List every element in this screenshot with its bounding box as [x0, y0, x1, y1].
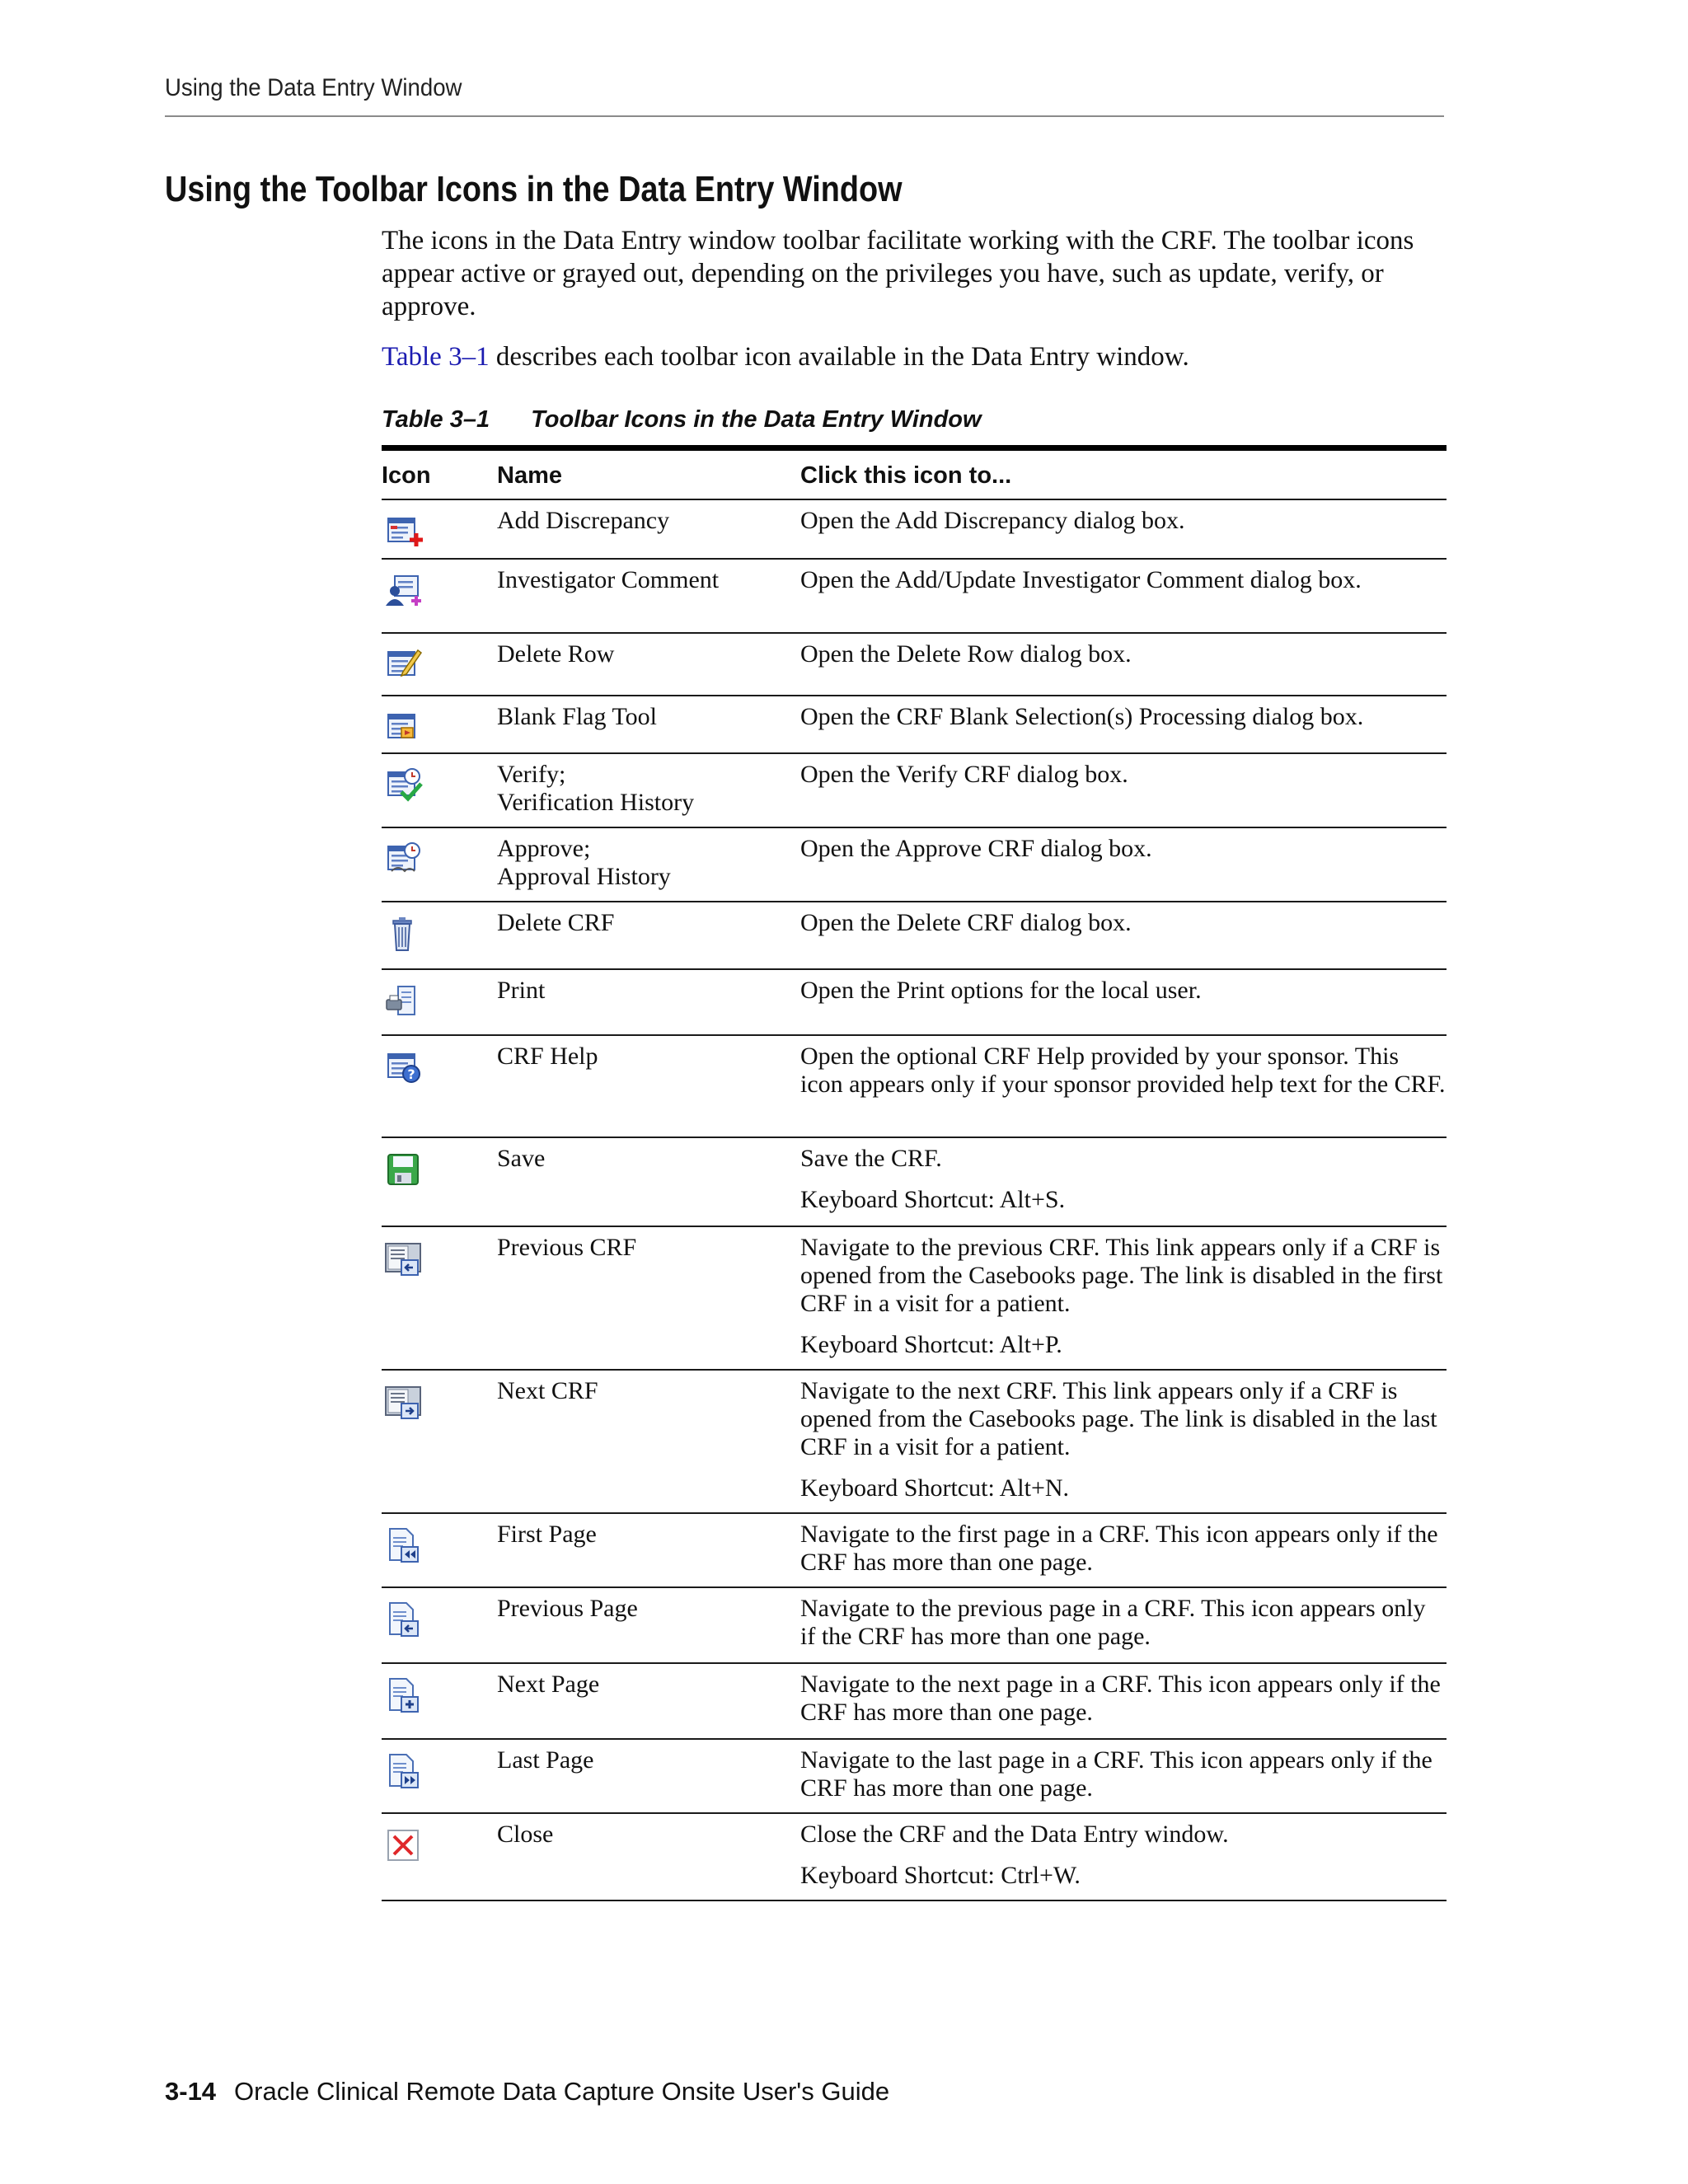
approve-icon — [383, 840, 423, 879]
row-description — [800, 1671, 1447, 1727]
table-row — [382, 827, 1447, 901]
row-description — [800, 1746, 1447, 1802]
header-action: Click this icon to... — [800, 462, 1012, 489]
table-row — [382, 499, 1447, 558]
row-name: Save — [497, 1145, 546, 1172]
row-name: Last Page — [497, 1746, 594, 1774]
table-caption-title: Toolbar Icons in the Data Entry Window — [531, 406, 982, 433]
close-icon — [383, 1825, 423, 1865]
row-name: Next Page — [497, 1671, 600, 1698]
next-page-icon — [383, 1675, 423, 1715]
first-page-icon — [383, 1526, 423, 1565]
toolbar-icons-table — [382, 445, 1447, 1901]
row-description — [800, 1377, 1447, 1502]
last-page-icon — [383, 1751, 423, 1791]
row-description — [800, 507, 1447, 535]
row-description-text: Open the CRF Blank Selection(s) Processing dialog box. — [800, 703, 1364, 730]
table-row — [382, 695, 1447, 752]
row-description-text: Open the Add Discrepancy dialog box. — [800, 507, 1185, 534]
keyboard-shortcut: Keyboard Shortcut: Ctrl+W. — [800, 1862, 1081, 1889]
row-description — [800, 566, 1447, 594]
row-description-text: Navigate to the previous page in a CRF. This icon appears only if the CRF has more than one page. — [800, 1595, 1426, 1650]
previous-crf-icon — [383, 1239, 423, 1278]
row-name: Blank Flag Tool — [497, 703, 658, 730]
row-description — [800, 1234, 1447, 1359]
row-description-text: Open the Verify CRF dialog box. — [800, 761, 1128, 788]
table-reference-text: describes each toolbar icon available in the Data Entry window. — [489, 342, 1189, 372]
svg-text:?: ? — [407, 1066, 415, 1082]
table-row — [382, 1034, 1447, 1137]
row-name: Delete Row — [497, 640, 615, 668]
intro-paragraph: The icons in the Data Entry window toolbar facilitate working with the CRF. The toolbar icons appear active or grayed out, depending on the privileges you have, such as update, verify, or approve. — [382, 226, 1414, 321]
table-row — [382, 968, 1447, 1034]
table-row — [382, 901, 1447, 968]
keyboard-shortcut: Keyboard Shortcut: Alt+P. — [800, 1331, 1062, 1358]
row-name: Print — [497, 977, 546, 1004]
row-description — [800, 1595, 1447, 1651]
table-reference-link[interactable]: Table 3–1 — [382, 342, 490, 372]
table-caption — [382, 406, 982, 434]
row-description-text: Open the Delete Row dialog box. — [800, 640, 1132, 668]
table-row — [382, 752, 1447, 827]
row-name: Previous CRF — [497, 1234, 637, 1261]
row-description — [800, 1821, 1447, 1890]
row-name: Verify; Verification History — [497, 761, 695, 816]
row-description — [800, 761, 1447, 789]
row-description-text: Navigate to the first page in a CRF. This icon appears only if the CRF has more than one page. — [800, 1521, 1438, 1576]
table-row — [382, 1586, 1447, 1662]
table-body — [382, 499, 1447, 1901]
crf-help-icon — [383, 1047, 423, 1087]
row-name: Investigator Comment — [497, 566, 720, 593]
page-footer — [165, 2077, 889, 2107]
row-description — [800, 1043, 1447, 1099]
blank-flag-icon — [383, 708, 423, 748]
row-description — [800, 640, 1447, 668]
row-description — [800, 835, 1447, 863]
row-description-text: Close the CRF and the Data Entry window. — [800, 1821, 1229, 1848]
row-name: Previous Page — [497, 1595, 638, 1622]
header-icon: Icon — [382, 462, 431, 489]
row-description-text: Navigate to the previous CRF. This link appears only if a CRF is opened from the Casebooks page. The link is disabled in the first CRF in a visit for a patient. — [800, 1234, 1443, 1317]
row-description — [800, 909, 1447, 937]
row-name: Delete CRF — [497, 909, 615, 936]
running-header: Using the Data Entry Window — [165, 74, 462, 101]
table-row — [382, 1662, 1447, 1738]
table-reference-paragraph — [382, 340, 1447, 373]
keyboard-shortcut: Keyboard Shortcut: Alt+S. — [800, 1186, 1066, 1213]
table-row — [382, 632, 1447, 695]
verify-icon — [383, 766, 423, 805]
table-row — [382, 1812, 1447, 1901]
investigator-comment-icon — [383, 571, 423, 611]
row-name: CRF Help — [497, 1043, 598, 1070]
table-row — [382, 1226, 1447, 1369]
table-caption-number: Table 3–1 — [382, 406, 490, 433]
row-description-text: Save the CRF. — [800, 1145, 942, 1172]
row-description-text: Open the optional CRF Help provided by your sponsor. This icon appears only if your sponsor provided help text for the CRF. — [800, 1043, 1446, 1098]
page-number: 3-14 — [165, 2077, 217, 2106]
table-row — [382, 558, 1447, 632]
keyboard-shortcut: Keyboard Shortcut: Alt+N. — [800, 1474, 1070, 1502]
row-description — [800, 703, 1447, 731]
header-name: Name — [497, 462, 562, 489]
row-description-text: Open the Add/Update Investigator Comment dialog box. — [800, 566, 1362, 593]
add-discrepancy-icon — [383, 512, 423, 551]
row-description — [800, 1145, 1447, 1214]
header-rule — [165, 115, 1444, 117]
delete-row-icon — [383, 645, 423, 685]
row-description-text: Open the Print options for the local user. — [800, 977, 1202, 1004]
row-name: Close — [497, 1821, 554, 1848]
row-description — [800, 1521, 1447, 1577]
row-name: Next CRF — [497, 1377, 598, 1404]
section-title: Using the Toolbar Icons in the Data Entry Window — [165, 169, 903, 209]
previous-page-icon — [383, 1600, 423, 1639]
print-icon — [383, 982, 423, 1021]
row-description-text: Open the Approve CRF dialog box. — [800, 835, 1152, 862]
save-icon — [383, 1150, 423, 1189]
table-row — [382, 1512, 1447, 1586]
row-name: Add Discrepancy — [497, 507, 670, 534]
table-top-rule — [382, 445, 1447, 451]
row-description-text: Open the Delete CRF dialog box. — [800, 909, 1132, 936]
guide-title: Oracle Clinical Remote Data Capture Onsite User's Guide — [234, 2077, 890, 2106]
row-description-text: Navigate to the last page in a CRF. This icon appears only if the CRF has more than one page. — [800, 1746, 1432, 1802]
table-header-row — [382, 451, 1447, 499]
table-row — [382, 1137, 1447, 1226]
next-crf-icon — [383, 1382, 423, 1422]
table-row — [382, 1369, 1447, 1512]
row-name: First Page — [497, 1521, 597, 1548]
row-name: Approve; Approval History — [497, 835, 671, 890]
row-description — [800, 977, 1447, 1005]
table-row — [382, 1738, 1447, 1812]
row-description-text: Navigate to the next CRF. This link appears only if a CRF is opened from the Casebooks page. The link is disabled in the last CRF in a visit for a patient. — [800, 1377, 1437, 1460]
trash-icon — [383, 914, 423, 954]
row-description-text: Navigate to the next page in a CRF. This icon appears only if the CRF has more than one page. — [800, 1671, 1441, 1726]
